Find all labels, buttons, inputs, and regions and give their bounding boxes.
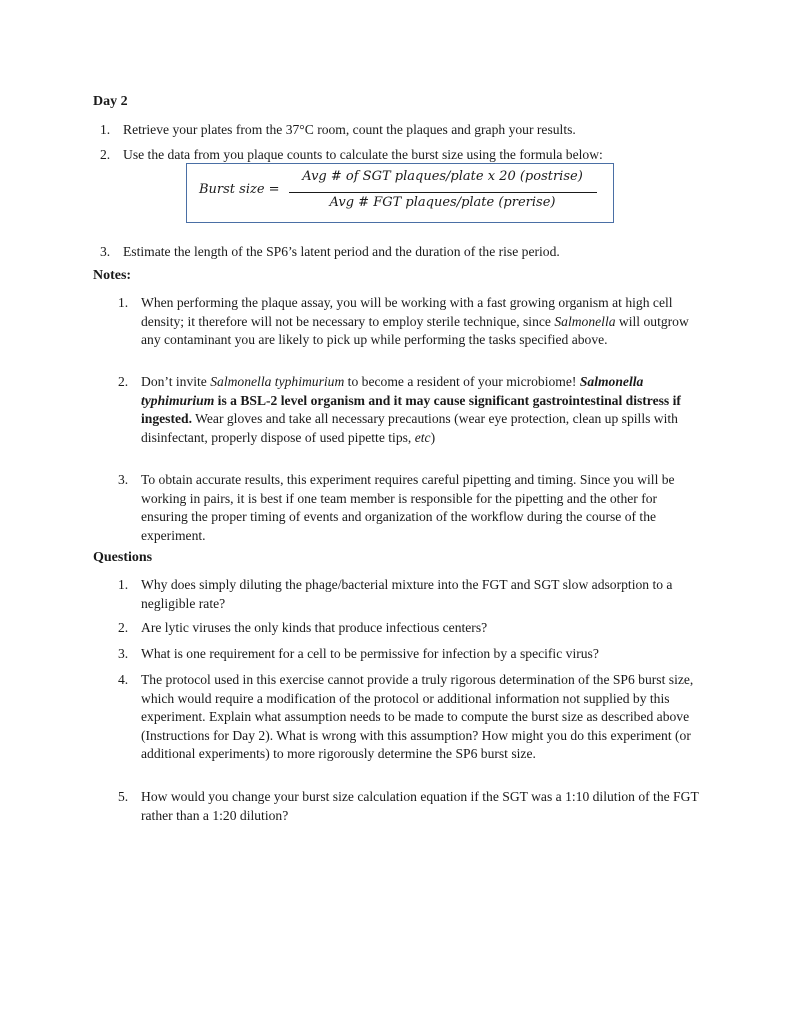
note-number: 2. [118,374,129,389]
notes-heading: Notes: [93,268,132,283]
note-3 [118,471,700,545]
step-text: Retrieve your plates from the 37°C room, count the plaques and graph your results. [123,122,576,137]
day2-step-2 [100,145,700,164]
question-text: Are lytic viruses the only kinds that produce infectious centers? [141,620,488,635]
note-number: 1. [118,295,129,310]
question-5 [118,788,700,825]
question-3 [118,645,700,664]
step-text: Use the data from you plaque counts to calculate the burst size using the formula below: [123,147,603,162]
questions-heading: Questions [93,550,153,565]
fraction-bar [289,192,597,193]
step-number: 3. [100,244,111,259]
note-2 [118,373,700,447]
note-text: Don’t invite Salmonella typhimurium to become a resident of your microbiome! Salmonella typhimurium is a BSL-2 level organism and it may cause significant gastrointestinal distress if ingested. Wear gloves and take all necessary precautions (wear eye protection, clean up spills with disinfectant, properly dispose of used pipette tips, etc) [141,374,681,445]
note-number: 3. [118,472,129,487]
formula-numerator: Avg # of SGT plaques/plate x 20 (postrise) [302,169,583,184]
day2-step-3 [100,242,700,261]
note-text: When performing the plaque assay, you will be working with a fast growing organism at high cell density; it therefore will not be necessary to employ sterile technique, since Salmonella will outgrow any contaminant you are likely to pick up while performing the tasks specified above. [141,295,689,347]
day2-step-1 [100,120,700,139]
question-1 [118,576,700,613]
question-text: Why does simply diluting the phage/bacterial mixture into the FGT and SGT slow adsorption to a negligible rate? [141,577,673,611]
question-4 [118,671,700,764]
question-number: 2. [118,620,129,635]
day2-heading: Day 2 [93,94,128,109]
note-1 [118,294,700,350]
note-text: To obtain accurate results, this experiment requires careful pipetting and timing. Since you will be working in pairs, it is best if one team member is responsible for the pipetting and the other for ensuring the proper timing of events and organization of the workflow during the course of the experiment. [141,472,675,543]
question-text: What is one requirement for a cell to be permissive for infection by a specific virus? [141,646,599,661]
question-text: How would you change your burst size calculation equation if the SGT was a 1:10 dilution of the FGT rather than a 1:20 dilution? [141,789,699,823]
question-text: The protocol used in this exercise cannot provide a truly rigorous determination of the SP6 burst size, which would require a modification of the protocol or additional information not supplied by this experiment. Explain what assumption needs to be made to compute the burst size as described above (Instructions for Day 2). What is wrong with this assumption? How might you do this experiment (or additional experiments) to more rigorously determine the SP6 burst size. [141,672,694,761]
step-text: Estimate the length of the SP6’s latent period and the duration of the rise period. [123,244,560,259]
question-number: 1. [118,577,129,592]
step-number: 2. [100,147,111,162]
step-number: 1. [100,122,111,137]
question-2 [118,619,700,638]
question-number: 4. [118,672,129,687]
question-number: 5. [118,789,129,804]
burst-size-formula [186,163,614,223]
question-number: 3. [118,646,129,661]
formula-denominator: Avg # FGT plaques/plate (prerise) [329,195,556,210]
formula-lhs: Burst size = [199,182,280,197]
